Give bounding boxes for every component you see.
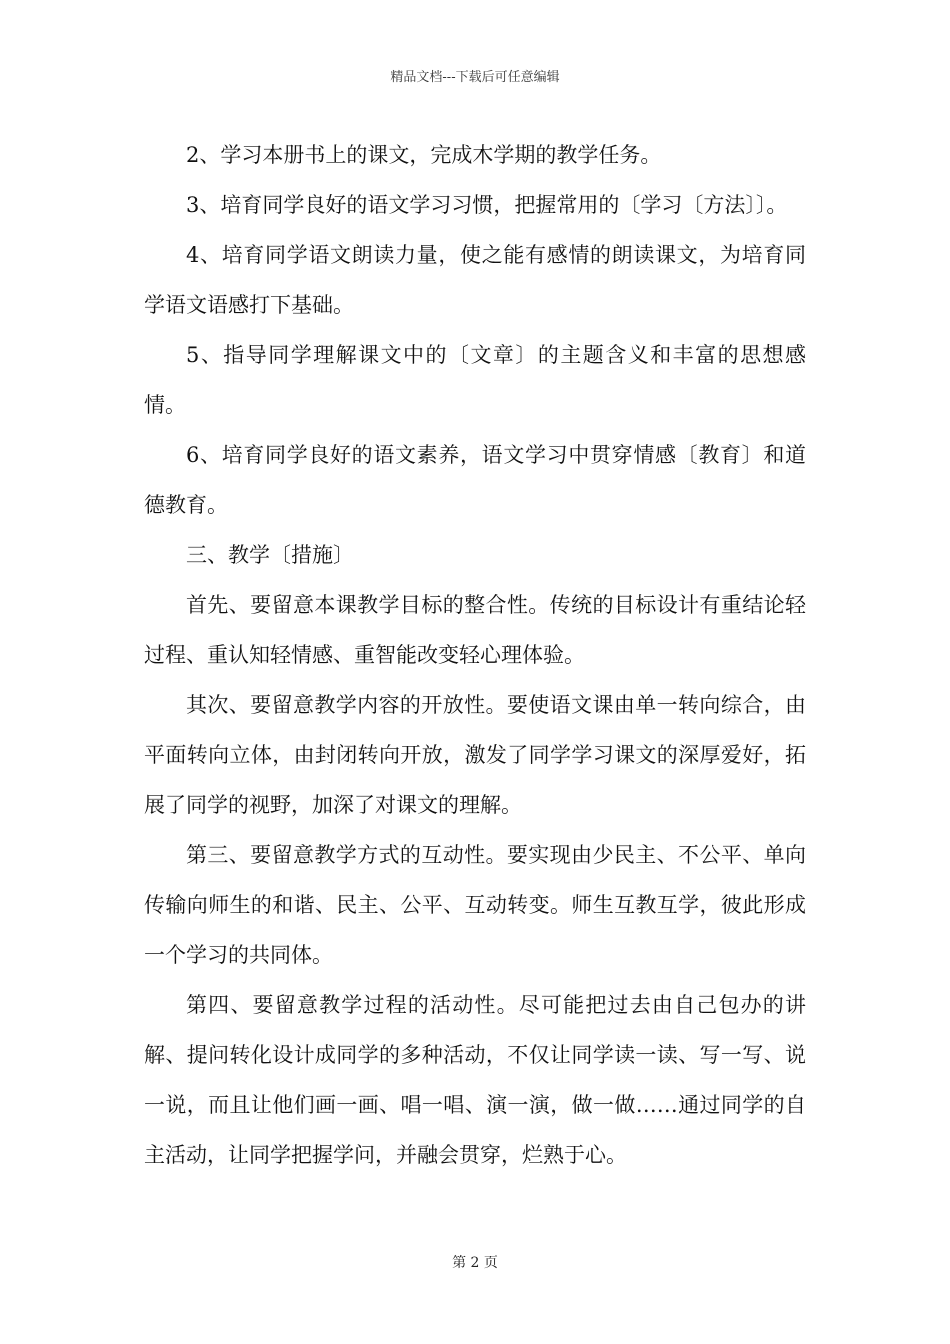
paragraph-third: 第三、要留意教学方式的互动性。要实现由少民主、不公平、单向传输向师生的和谐、民主、公平、互动转变。师生互教互学，彼此形成一个学习的共同体。 <box>144 843 806 967</box>
section-heading-measures: 三、教学〔措施〕 <box>186 543 354 567</box>
page-header: 精品文档---下载后可任意编辑 <box>390 70 560 85</box>
paragraph-item-3: 3、培育同学良好的语文学习习惯，把握常用的〔学习〔方法〕〕。 <box>186 193 788 217</box>
paragraph-item-2: 2、学习本册书上的课文，完成木学期的教学任务。 <box>186 143 662 167</box>
paragraph-item-4: 4、培育同学语文朗读力量，使之能有感情的朗读课文，为培育同学语文语感打下基础。 <box>144 243 806 317</box>
paragraph-first: 首先、要留意本课教学目标的整合性。传统的目标设计有重结论轻过程、重认知轻情感、重智能改变轻心理体验。 <box>144 593 806 667</box>
paragraph-item-6: 6、培育同学良好的语文素养，语文学习中贯穿情感〔教育〕和道德教育。 <box>144 443 806 517</box>
paragraph-second: 其次、要留意教学内容的开放性。要使语文课由单一转向综合，由平面转向立体，由封闭转向开放，激发了同学学习课文的深厚爱好，拓展了同学的视野，加深了对课文的理解。 <box>144 693 806 817</box>
document-body <box>144 130 806 1180</box>
paragraph-item-5: 5、指导同学理解课文中的〔文章〕的主题含义和丰富的思想感情。 <box>144 343 806 417</box>
paragraph-fourth: 第四、要留意教学过程的活动性。尽可能把过去由自己包办的讲解、提问转化设计成同学的多种活动，不仅让同学读一读、写一写、说一说，而且让他们画一画、唱一唱、演一演，做一做……通过同学的自主活动，让同学把握学问，并融会贯穿，烂熟于心。 <box>144 993 806 1167</box>
page-number: 第 2 页 <box>452 1255 498 1271</box>
